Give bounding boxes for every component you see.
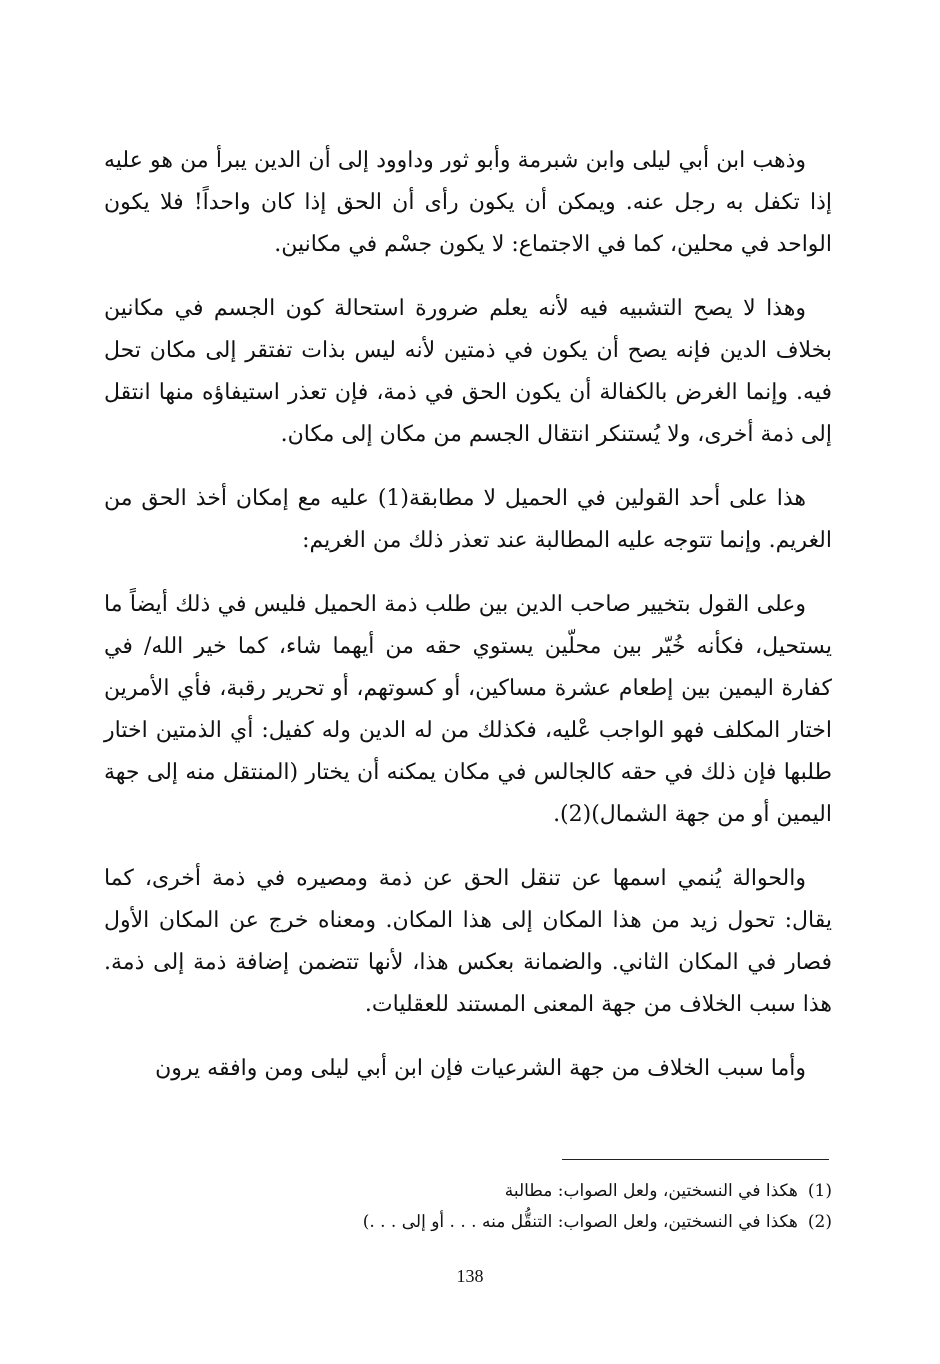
footnote-2 [280, 1207, 832, 1238]
footnote-number: (2) [807, 1212, 832, 1232]
paragraph-5: والحوالة يُنمي اسمها عن تنقل الحق عن ذمة ومصيره في ذمة أخرى، كما يقال: تحول زيد من هذا المكان إلى هذا المكان. ومعناه خرج عن المكان الأول فصار في المكان الثاني. والضمانة بعكس هذا، لأنها تتضمن إضافة ذمة إلى ذمة. هذا سبب الخلاف من جهة المعنى المستند للعقليات. [104, 866, 832, 1017]
footnote-separator [562, 1159, 829, 1160]
footnote-text: هكذا في النسختين، ولعل الصواب: التنقُّل منه . . . أو إلى . . .) [362, 1212, 798, 1232]
paragraph-1: وذهب ابن أبي ليلى وابن شبرمة وأبو ثور وداوود إلى أن الدين يبرأ من هو عليه إذا تكفل به رجل عنه. ويمكن أن يكون رأى أن الحق إذا كان واحداً! فلا يكون الواحد في محلين، كما في الاجتماع: لا يكون جسْم في مكانين. [104, 148, 832, 257]
paragraph-2: وهذا لا يصح التشبيه فيه لأنه يعلم ضرورة استحالة كون الجسم في مكانين بخلاف الدين فإنه يصح أن يكون في ذمتين لأنه ليس بذات تفتقر إلى مكان تحل فيه. وإنما الغرض بالكفالة أن يكون الحق في ذمة، فإن تعذر استيفاؤه منها انتقل إلى ذمة أخرى، ولا يُستنكر انتقال الجسم من مكان إلى مكان. [104, 296, 832, 447]
footnote-number: (1) [807, 1181, 832, 1201]
footnote-text: هكذا في النسختين، ولعل الصواب: مطالبة [504, 1181, 798, 1201]
footnotes [280, 1176, 832, 1238]
paragraph-6: وأما سبب الخلاف من جهة الشرعيات فإن ابن أبي ليلى ومن وافقه يرون [155, 1056, 806, 1081]
page-number: 138 [456, 1266, 484, 1286]
main-text [104, 140, 832, 1112]
footnote-1 [280, 1176, 832, 1207]
paragraph-3: هذا على أحد القولين في الحميل لا مطابقة(1) عليه مع إمكان أخذ الحق من الغريم. وإنما تتوجه عليه المطالبة عند تعذر ذلك من الغريم: [104, 486, 832, 553]
paragraph-4: وعلى القول بتخيير صاحب الدين بين طلب ذمة الحميل فليس في ذلك أيضاً ما يستحيل، فكأنه خُيّر بين محلّين يستوي حقه من أيهما شاء، كما خير الله/ في كفارة اليمين بين إطعام عشرة مساكين، أو كسوتهم، أو تحرير رقبة، فأي الأمرين اختار المكلف فهو الواجب عْليه، فكذلك من له الدين وله كفيل: أي الذمتين اختار طلبها فإن ذلك في حقه كالجالس في مكان يمكنه أن يختار (المنتقل منه إلى جهة اليمين أو من جهة الشمال)(2). [104, 592, 832, 827]
